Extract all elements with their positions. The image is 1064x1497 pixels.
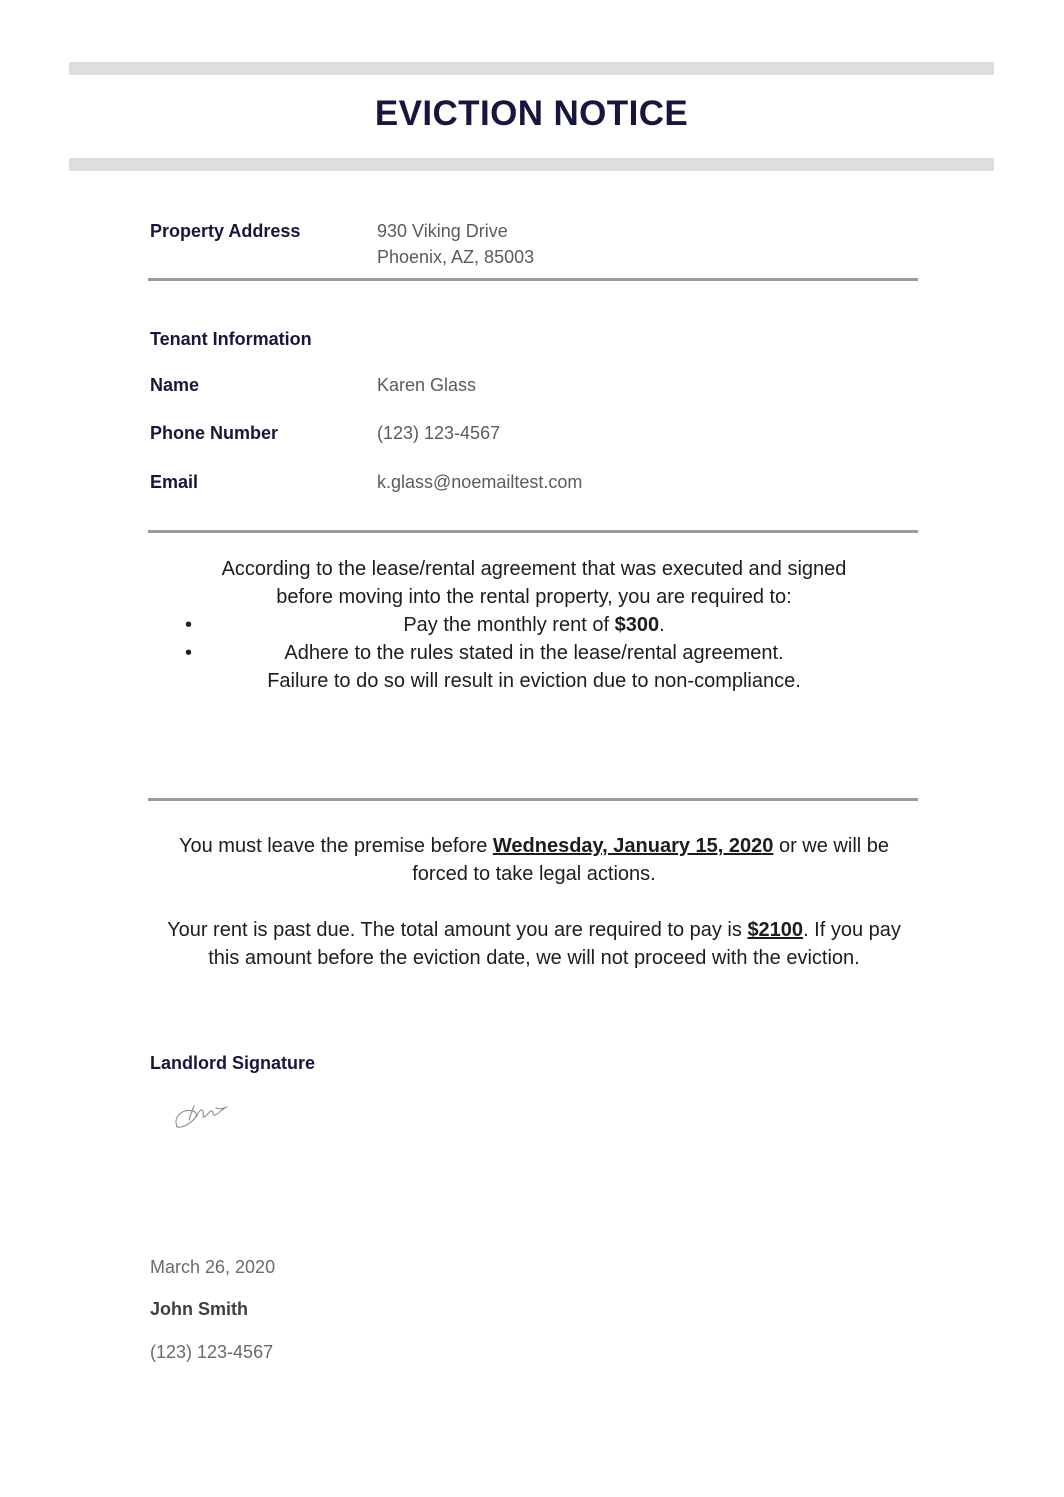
monthly-rent-amount: $300 <box>614 614 660 636</box>
tenant-email-value: k.glass@noemailtest.com <box>377 472 583 492</box>
terms-intro-line2: before moving into the rental property, you are required to: <box>276 586 792 608</box>
lease-terms-block <box>150 555 918 695</box>
notice-block <box>150 832 918 972</box>
terms-bullet-1-suffix: . <box>659 614 665 636</box>
property-address-value <box>377 218 918 270</box>
tenant-name-value: Karen Glass <box>377 375 477 395</box>
terms-bullet-item-1 <box>150 611 918 639</box>
tenant-name-row <box>150 372 918 398</box>
tenant-phone-row <box>150 420 918 446</box>
property-address-label: Property Address <box>150 221 301 241</box>
header-bottom-bar <box>69 158 994 171</box>
property-address-row <box>150 218 918 270</box>
page-title: EVICTION NOTICE <box>374 94 689 133</box>
divider-before-notice <box>148 798 918 801</box>
terms-bullet-2-text: Adhere to the rules stated in the lease/rental agreement. <box>284 642 784 664</box>
terms-intro-line1: According to the lease/rental agreement that was executed and signed <box>221 558 847 580</box>
bullet-marker-icon: • <box>185 642 193 664</box>
notice-paragraph-deadline <box>150 832 918 888</box>
notice-balance-suffix: . If you pay this amount before the eviction date, we will not proceed with the eviction. <box>208 919 901 969</box>
tenant-phone-value: (123) 123-4567 <box>377 423 501 443</box>
handwritten-signature-icon <box>172 1096 236 1136</box>
landlord-phone: (123) 123-4567 <box>150 1342 274 1362</box>
notice-paragraph-balance <box>150 916 918 972</box>
signature-date: March 26, 2020 <box>150 1257 276 1277</box>
divider-after-tenant <box>148 530 918 533</box>
tenant-phone-label: Phone Number <box>150 423 279 443</box>
notice-deadline-prefix: You must leave the premise before <box>178 835 493 857</box>
terms-bullet-1-prefix: Pay the monthly rent of <box>403 614 615 636</box>
total-amount-due: $2100 <box>747 919 804 941</box>
terms-closing-line: Failure to do so will result in eviction due to non-compliance. <box>267 670 801 692</box>
notice-balance-prefix: Your rent is past due. The total amount you are required to pay is <box>167 919 748 941</box>
eviction-deadline-date: Wednesday, January 15, 2020 <box>492 835 774 857</box>
landlord-name: John Smith <box>150 1299 248 1319</box>
notice-deadline-suffix: or we will be forced to take legal actions. <box>412 835 890 885</box>
tenant-name-label: Name <box>150 375 200 395</box>
tenant-email-label: Email <box>150 472 199 492</box>
divider-after-property <box>148 278 918 281</box>
tenant-email-row <box>150 469 918 495</box>
property-address-line1: 930 Viking Drive <box>377 221 508 241</box>
header-top-bar <box>69 62 994 75</box>
tenant-information-heading: Tenant Information <box>150 329 312 349</box>
bullet-marker-icon: • <box>185 614 193 636</box>
property-address-line2: Phoenix, AZ, 85003 <box>377 247 535 267</box>
landlord-signature-heading: Landlord Signature <box>150 1053 316 1073</box>
terms-bullet-item-2 <box>150 639 918 667</box>
